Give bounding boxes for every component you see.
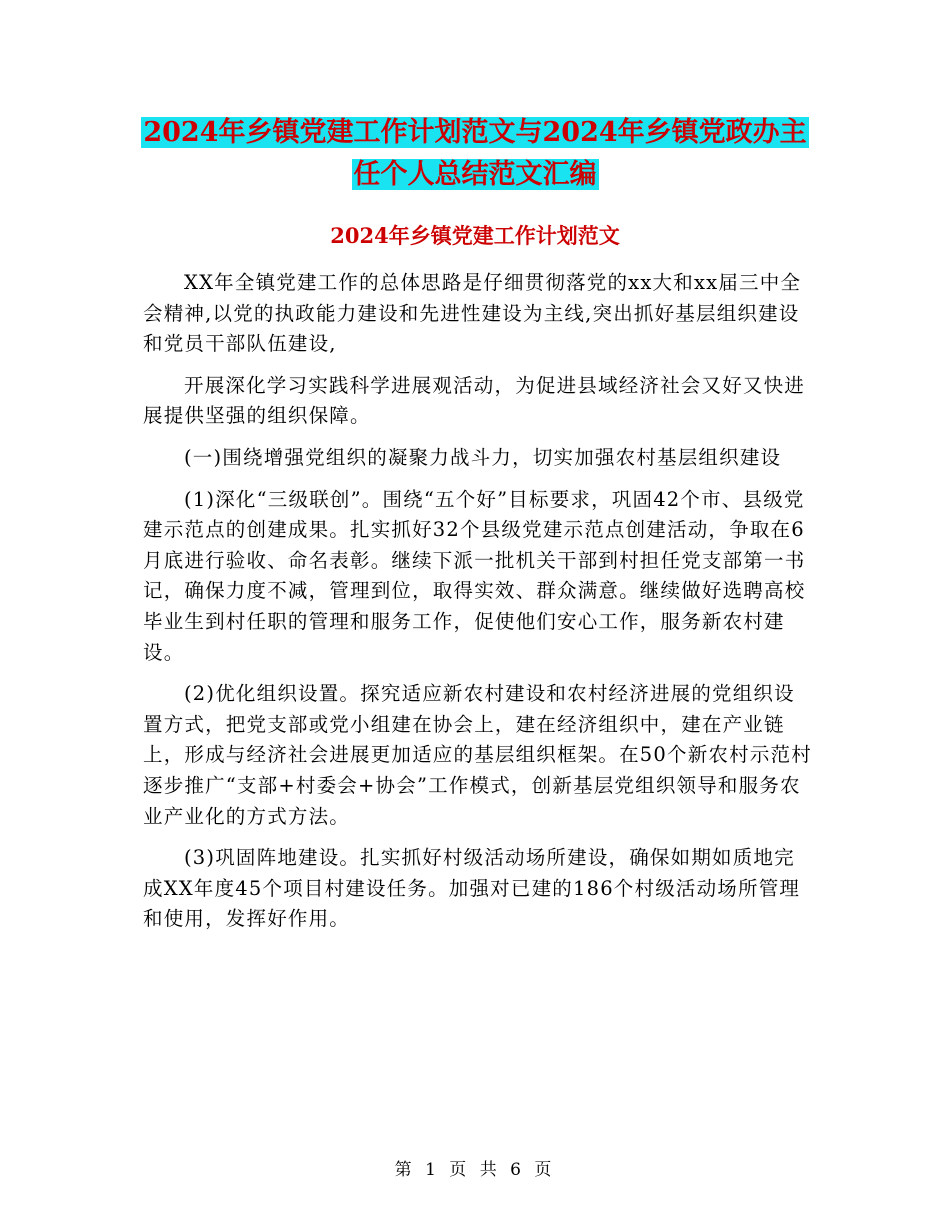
document-title bbox=[0, 112, 950, 196]
paragraph: (1)深化“三级联创”。围绕“五个好”目标要求，巩固42个市、县级党建示范点的创建成果。扎实抓好32个县级党建示范点创建活动，争取在6月底进行验收、命名表彰。继续下派一批机关干部到村担任党支部第一书记，确保力度不减，管理到位，取得实效、群众满意。继续做好选聘高校毕业生到村任职的管理和服务工作，促使他们安心工作，服务新农村建设。 bbox=[143, 487, 806, 664]
paragraph: (2)优化组织设置。探究适应新农村建设和农村经济进展的党组织设置方式，把党支部或党小组建在协会上，建在经济组织中，建在产业链上，形成与经济社会进展更加适应的基层组织框架。在50个新农村示范村逐步推广“支部+村委会+协会”工作模式，创新基层党组织领导和服务农业产业化的方式方法。 bbox=[143, 682, 812, 828]
title-line-1: 2024年乡镇党建工作计划范文与2024年乡镇党政办主 bbox=[143, 117, 807, 148]
document-body bbox=[143, 268, 813, 946]
page-footer: 第 1 页 共 6 页 bbox=[394, 1160, 556, 1180]
paragraph: (一)围绕增强党组织的凝聚力战斗力，切实加强农村基层组织建设 bbox=[184, 445, 782, 469]
section-title: 2024年乡镇党建工作计划范文 bbox=[330, 223, 620, 248]
paragraph: (3)巩固阵地建设。扎实抓好村级活动场所建设，确保如期如质地完成XX年度45个项目村建设任务。加强对已建的186个村级活动场所管理和使用，发挥好作用。 bbox=[143, 846, 801, 931]
paragraph: XX年全镇党建工作的总体思路是仔细贯彻落党的xx大和xx届三中全会精神,以党的执政能力建设和先进性建设为主线,突出抓好基层组织建设和党员干部队伍建设, bbox=[143, 271, 802, 356]
paragraph: 开展深化学习实践科学进展观活动，为促进县域经济社会又好又快进展提供坚强的组织保障。 bbox=[143, 373, 806, 428]
title-line-2: 任个人总结范文汇编 bbox=[353, 159, 597, 190]
